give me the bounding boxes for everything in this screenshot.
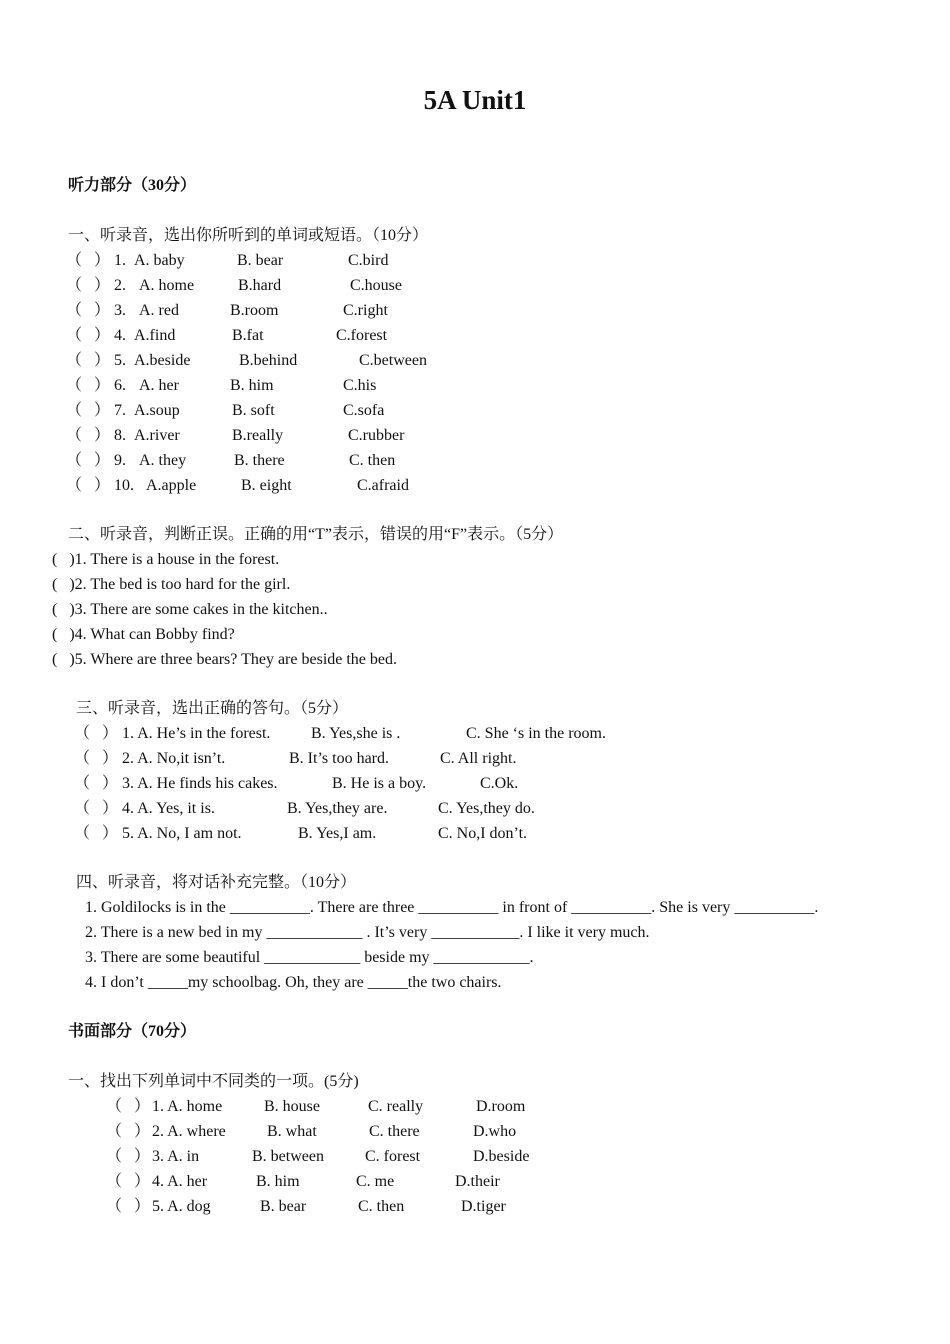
answer-paren: （ ）: [66, 252, 111, 269]
option-a: 4. A. her: [152, 1173, 208, 1190]
question-number: 10.: [114, 477, 134, 494]
answer-paren: （ ）: [74, 750, 119, 767]
answer-paren: （ ）: [106, 1198, 151, 1215]
option-b: B. He is a boy.: [332, 775, 427, 792]
option-b: B.hard: [238, 277, 282, 294]
option-a: 1. A. He’s in the forest.: [122, 725, 271, 742]
option-c: C. then: [358, 1198, 405, 1215]
question-number: 9.: [114, 452, 126, 469]
answer-paren: （ ）: [106, 1148, 151, 1165]
option-c: C. me: [356, 1173, 395, 1190]
option-d: D.who: [473, 1123, 517, 1140]
option-c: C. forest: [365, 1148, 421, 1165]
question-number: 2.: [114, 277, 126, 294]
option-a: A.beside: [134, 352, 191, 369]
question-number: 3.: [114, 302, 126, 319]
question-number: 6.: [114, 377, 126, 394]
option-b: B.fat: [232, 327, 264, 344]
option-b: B. between: [252, 1148, 324, 1165]
option-c: C.between: [359, 352, 427, 369]
option-c: C. No,I don’t.: [438, 825, 528, 842]
option-a: A. baby: [134, 252, 185, 269]
written-heading: 书面部分（70分）: [68, 1023, 197, 1040]
option-c: C. then: [349, 452, 396, 469]
option-c: C.forest: [336, 327, 388, 344]
option-d: D.their: [455, 1173, 500, 1190]
option-b: B. Yes,they are.: [287, 800, 388, 817]
answer-paren: （ ）: [66, 327, 111, 344]
option-a: 1. A. home: [152, 1098, 223, 1115]
page-title: 5A Unit1: [423, 85, 527, 115]
option-b: B. bear: [237, 252, 284, 269]
section-2-heading: 二、听录音，判断正误。正确的用“T”表示，错误的用“F”表示。（5分）: [68, 526, 564, 543]
option-a: 3. A. in: [152, 1148, 200, 1165]
option-a: A. her: [139, 377, 179, 394]
written-section-1-heading: 一、找出下列单词中不同类的一项。(5分): [68, 1073, 359, 1090]
option-c: C. really: [368, 1098, 424, 1115]
option-b: B. soft: [232, 402, 275, 419]
question-number: 5.: [114, 352, 126, 369]
option-a: A. red: [139, 302, 179, 319]
option-c: C.afraid: [357, 477, 409, 494]
true-false-item: ( )1. There is a house in the forest.: [52, 551, 280, 568]
true-false-item: ( )5. Where are three bears? They are beside the bed.: [52, 651, 398, 668]
option-c: C.sofa: [343, 402, 385, 419]
option-d: D.room: [476, 1098, 526, 1115]
option-b: B. what: [267, 1123, 317, 1140]
option-b: B. eight: [241, 477, 292, 494]
option-c: C. She ‘s in the room.: [466, 725, 606, 742]
answer-paren: （ ）: [66, 402, 111, 419]
answer-paren: （ ）: [74, 825, 119, 842]
answer-paren: （ ）: [106, 1173, 151, 1190]
listening-heading: 听力部分（30分）: [68, 177, 197, 194]
option-c: C.rubber: [348, 427, 405, 444]
true-false-item: ( )3. There are some cakes in the kitchen..: [52, 601, 328, 618]
fill-in-sentence: 3. There are some beautiful ____________ beside my ____________.: [85, 949, 534, 966]
section-3-heading: 三、听录音，选出正确的答句。（5分）: [76, 700, 349, 717]
option-c: C.house: [350, 277, 402, 294]
option-a: 5. A. No, I am not.: [122, 825, 242, 842]
answer-paren: （ ）: [66, 377, 111, 394]
option-c: C.bird: [348, 252, 389, 269]
option-b: B. bear: [260, 1198, 307, 1215]
option-b: B. Yes,I am.: [298, 825, 377, 842]
question-number: 4.: [114, 327, 126, 344]
option-b: B. him: [230, 377, 274, 394]
option-a: A.find: [134, 327, 176, 344]
answer-paren: （ ）: [74, 800, 119, 817]
option-d: D.tiger: [461, 1198, 506, 1215]
option-b: B.really: [232, 427, 284, 444]
option-c: C. Yes,they do.: [438, 800, 535, 817]
option-a: A.apple: [146, 477, 197, 494]
option-a: A.soup: [134, 402, 180, 419]
option-a: 4. A. Yes, it is.: [122, 800, 215, 817]
option-b: B.behind: [239, 352, 298, 369]
true-false-item: ( )2. The bed is too hard for the girl.: [52, 576, 291, 593]
answer-paren: （ ）: [106, 1098, 151, 1115]
fill-in-sentence: 2. There is a new bed in my ____________ . It’s very ___________. I like it very much.: [85, 924, 650, 941]
option-a: 3. A. He finds his cakes.: [122, 775, 278, 792]
answer-paren: （ ）: [66, 427, 111, 444]
section-1-heading: 一、听录音，选出你所听到的单词或短语。（10分）: [68, 227, 429, 244]
option-c: C. All right.: [440, 750, 517, 767]
option-d: D.beside: [473, 1148, 530, 1165]
option-c: C.Ok.: [480, 775, 519, 792]
option-c: C.his: [343, 377, 377, 394]
option-a: 2. A. No,it isn’t.: [122, 750, 226, 767]
fill-in-sentence: 1. Goldilocks is in the __________. There are three __________ in front of __________. She is very __________.: [85, 899, 819, 916]
answer-paren: （ ）: [66, 477, 111, 494]
option-b: B. Yes,she is .: [311, 725, 401, 742]
section-4-heading: 四、听录音，将对话补充完整。（10分）: [76, 874, 357, 891]
answer-paren: （ ）: [74, 725, 119, 742]
question-number: 1.: [114, 252, 126, 269]
answer-paren: （ ）: [66, 452, 111, 469]
answer-paren: （ ）: [66, 302, 111, 319]
option-a: 5. A. dog: [152, 1198, 211, 1215]
option-a: 2. A. where: [152, 1123, 226, 1140]
option-b: B. house: [264, 1098, 320, 1115]
answer-paren: （ ）: [66, 277, 111, 294]
true-false-item: ( )4. What can Bobby find?: [52, 626, 235, 643]
option-b: B.room: [230, 302, 279, 319]
answer-paren: （ ）: [74, 775, 119, 792]
option-b: B. there: [234, 452, 285, 469]
option-c: C.right: [343, 302, 388, 319]
option-b: B. him: [256, 1173, 300, 1190]
fill-in-sentence: 4. I don’t _____my schoolbag. Oh, they are _____the two chairs.: [85, 974, 502, 991]
answer-paren: （ ）: [66, 352, 111, 369]
question-number: 8.: [114, 427, 126, 444]
question-number: 7.: [114, 402, 126, 419]
option-a: A. home: [139, 277, 195, 294]
option-a: A.river: [134, 427, 180, 444]
option-b: B. It’s too hard.: [289, 750, 389, 767]
option-c: C. there: [369, 1123, 420, 1140]
answer-paren: （ ）: [106, 1123, 151, 1140]
option-a: A. they: [139, 452, 187, 469]
